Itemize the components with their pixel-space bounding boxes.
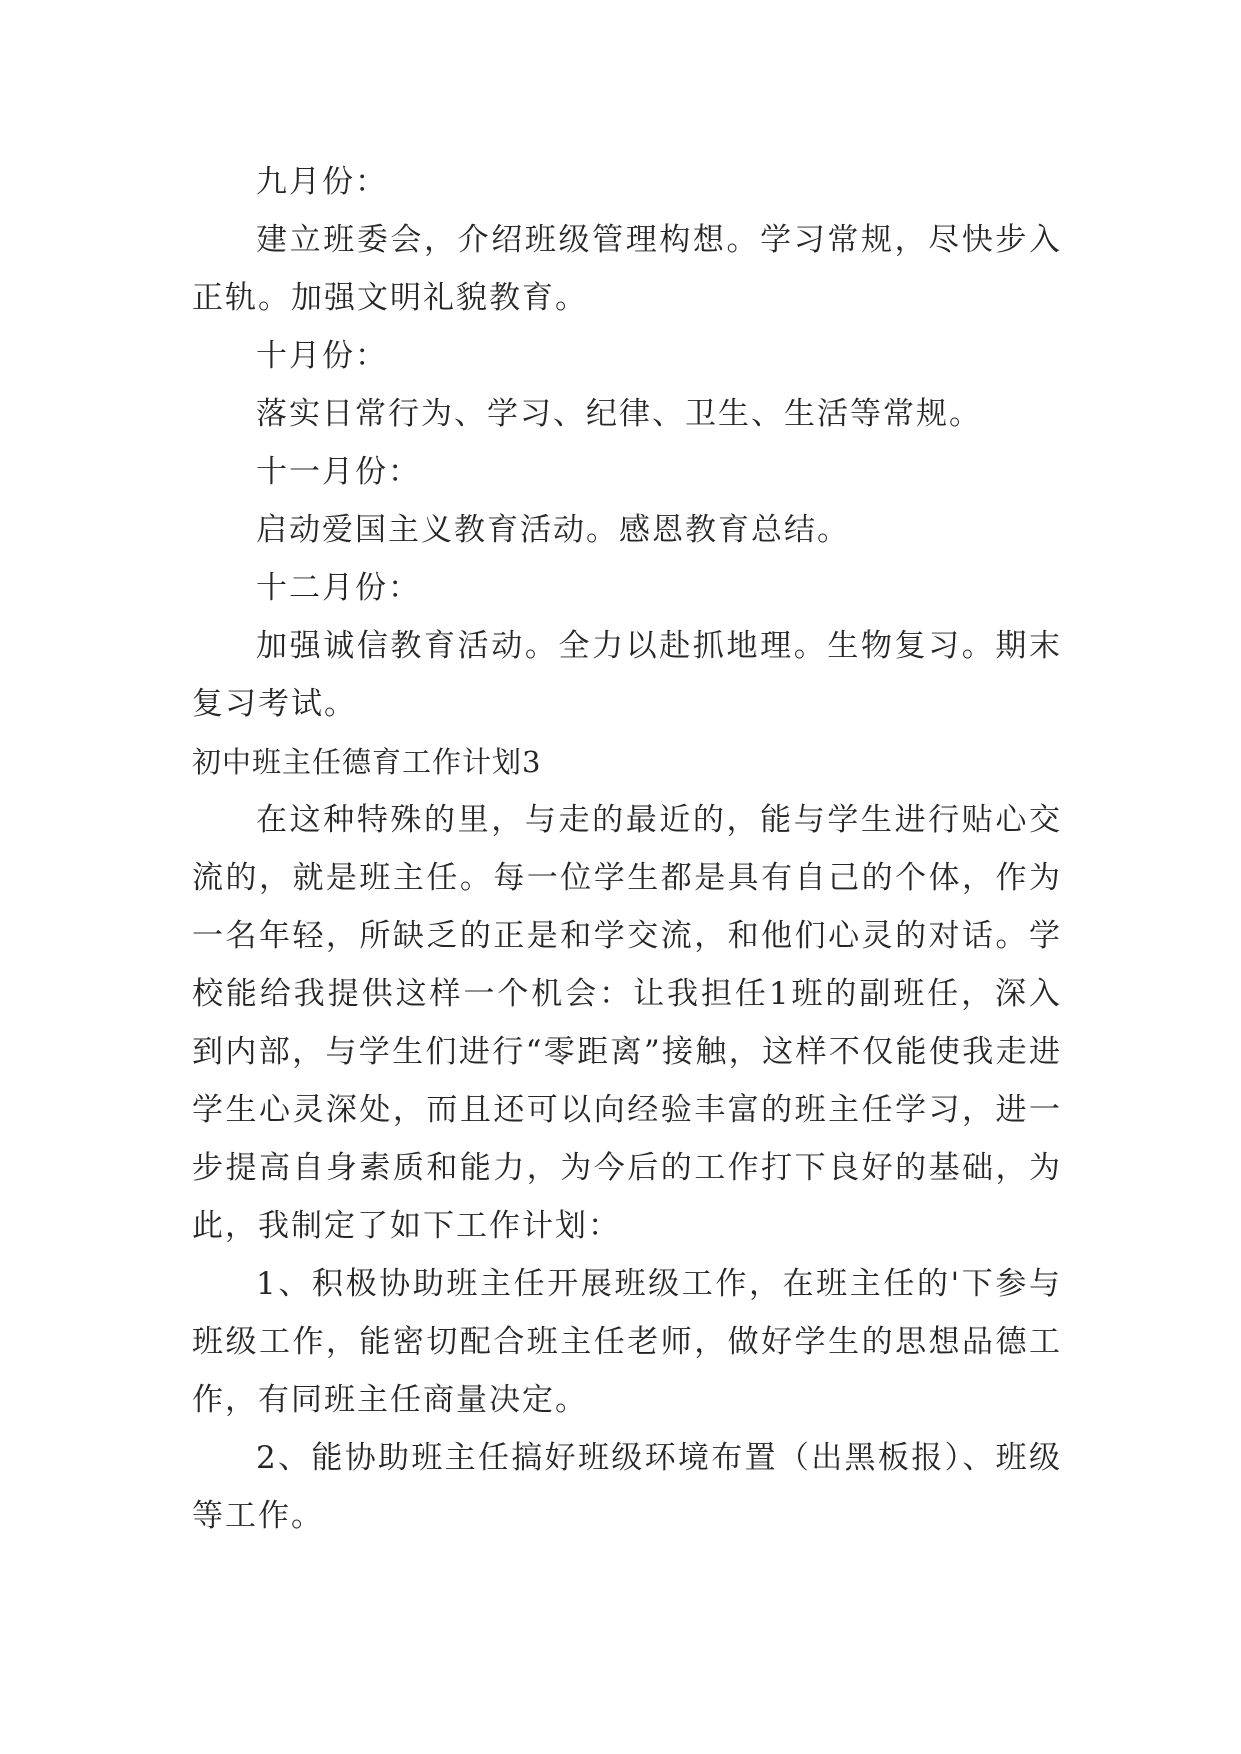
plan-item-2: 2、能协助班主任搞好班级环境布置（出黑板报）、班级等工作。 (192, 1440, 1062, 1534)
month-heading-december: 十二月份： (256, 570, 421, 606)
month-heading-november: 十一月份： (256, 454, 421, 490)
september-plan: 建立班委会，介绍班级管理构想。学习常规，尽快步入正轨。加强文明礼貌教育。 (192, 222, 1062, 316)
october-plan: 落实日常行为、学习、纪律、卫生、生活等常规。 (256, 396, 982, 432)
document-body (192, 153, 1062, 1545)
month-heading-october: 十月份： (256, 338, 388, 374)
november-plan: 启动爱国主义教育活动。感恩教育总结。 (256, 512, 850, 548)
plan-item-1: 1、积极协助班主任开展班级工作，在班主任的'下参与班级工作，能密切配合班主任老师，做好学生的思想品德工作，有同班主任商量决定。 (192, 1266, 1062, 1418)
december-plan: 加强诚信教育活动。全力以赴抓地理。生物复习。期末复习考试。 (192, 628, 1062, 722)
section-title: 初中班主任德育工作计划3 (192, 745, 542, 779)
intro-paragraph: 在这种特殊的里，与走的最近的，能与学生进行贴心交流的，就是班主任。每一位学生都是具有自己的个体，作为一名年轻，所缺乏的正是和学交流，和他们心灵的对话。学校能给我提供这样一个机会：让我担任1班的副班任，深入到内部，与学生们进行“零距离”接触，这样不仅能使我走进学生心灵深处，而且还可以向经验丰富的班主任学习，进一步提高自身素质和能力，为今后的工作打下良好的基础，为此，我制定了如下工作计划： (192, 802, 1062, 1244)
month-heading-september: 九月份： (256, 164, 388, 200)
